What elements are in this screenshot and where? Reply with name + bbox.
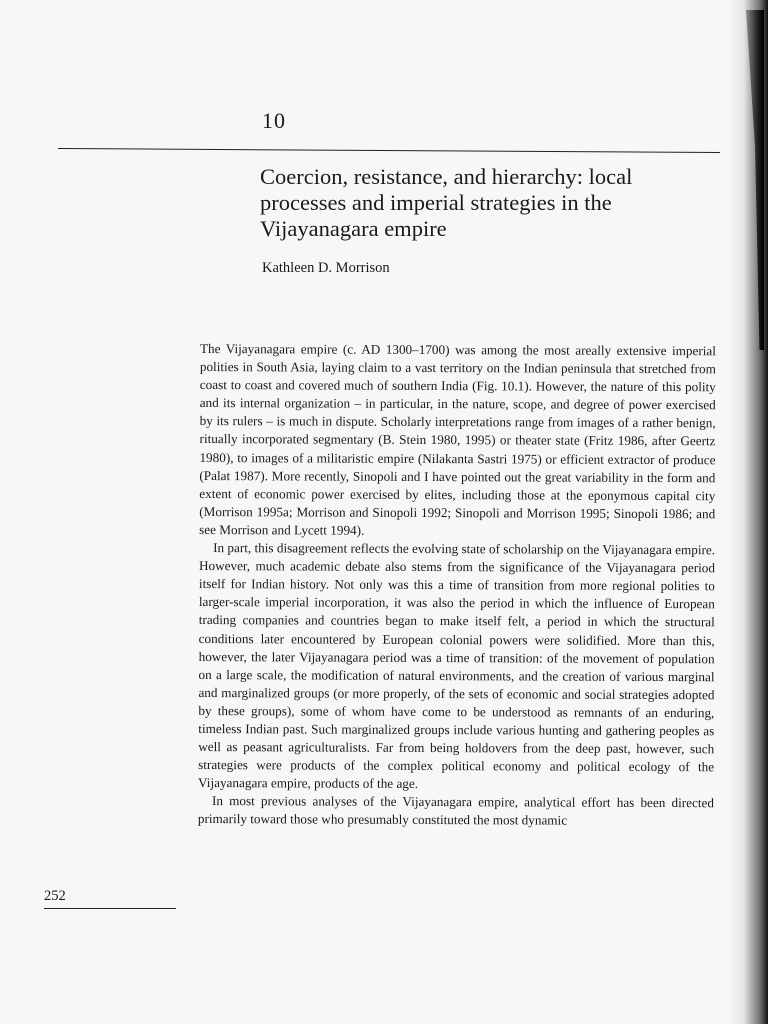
body-text (198, 340, 716, 831)
author-name: Kathleen D. Morrison (262, 260, 390, 276)
chapter-rule (58, 148, 720, 153)
page-number-rule (44, 908, 176, 909)
paragraph-2: In part, this disagreement reflects the evolving state of scholarship on the Vijayanagara empire. However, much academic debate also stems from the significance of the Vijayanagara period itself for Indian history. Not only was this a time of transition from more regional polities to larger-scale imperial incorporation, it was also the period in which the influence of European trading companies and countries began to make itself felt, a period in which the structural conditions later encountered by European colonial powers were solidified. More than this, however, the later Vijayanagara period was a time of transition: of the movement of population on a large scale, the modification of natural environments, and the creation of various marginal and marginalized groups (or more properly, of the sets of economic and social strategies adopted by these groups), some of whom have come to be understood as remnants of an enduring, timeless Indian past. Such marginalized groups include various hunting and gathering peoples as well as peasant agriculturalists. Far from being holdovers from the deep past, however, such strategies were products of the complex political economy and political ecology of the Vijayanagara empire, products of the age. (198, 540, 716, 792)
chapter-number: 10 (262, 108, 286, 133)
paragraph-1: The Vijayanagara empire (c. AD 1300–1700) was among the most areally extensive imperial polities in South Asia, laying claim to a vast territory on the Indian peninsula that stretched from coast to coast and covered much of southern India (Fig. 10.1). However, the nature of this polity and its internal organization – in particular, in the nature, scope, and degree of power exercised by its rulers – is much in dispute. Scholarly interpretations range from images of a rather benign, ritually incorporated segmentary (B. Stein 1980, 1995) or theater state (Fritz 1986, after Geertz 1980), to images of a militaristic empire (Nilakanta Sastri 1975) or efficient extractor of produce (Palat 1987). More recently, Sinopoli and I have pointed out the great variability in the form and extent of economic power exercised by elites, including those at the eponymous capital city (Morrison 1995a; Morrison and Sinopoli 1992; Sinopoli and Morrison 1995; Sinopoli 1986; and see Morrison and Lycett 1994). (199, 341, 716, 538)
chapter-title: Coercion, resistance, and hierarchy: local processes and imperial strategies in the Vijayanagara empire (260, 164, 633, 241)
page-number: 252 (44, 888, 66, 904)
paragraph-3: In most previous analyses of the Vijayanagara empire, analytical effort has been directed primarily toward those who presumably constituted the most dynamic (197, 793, 715, 829)
